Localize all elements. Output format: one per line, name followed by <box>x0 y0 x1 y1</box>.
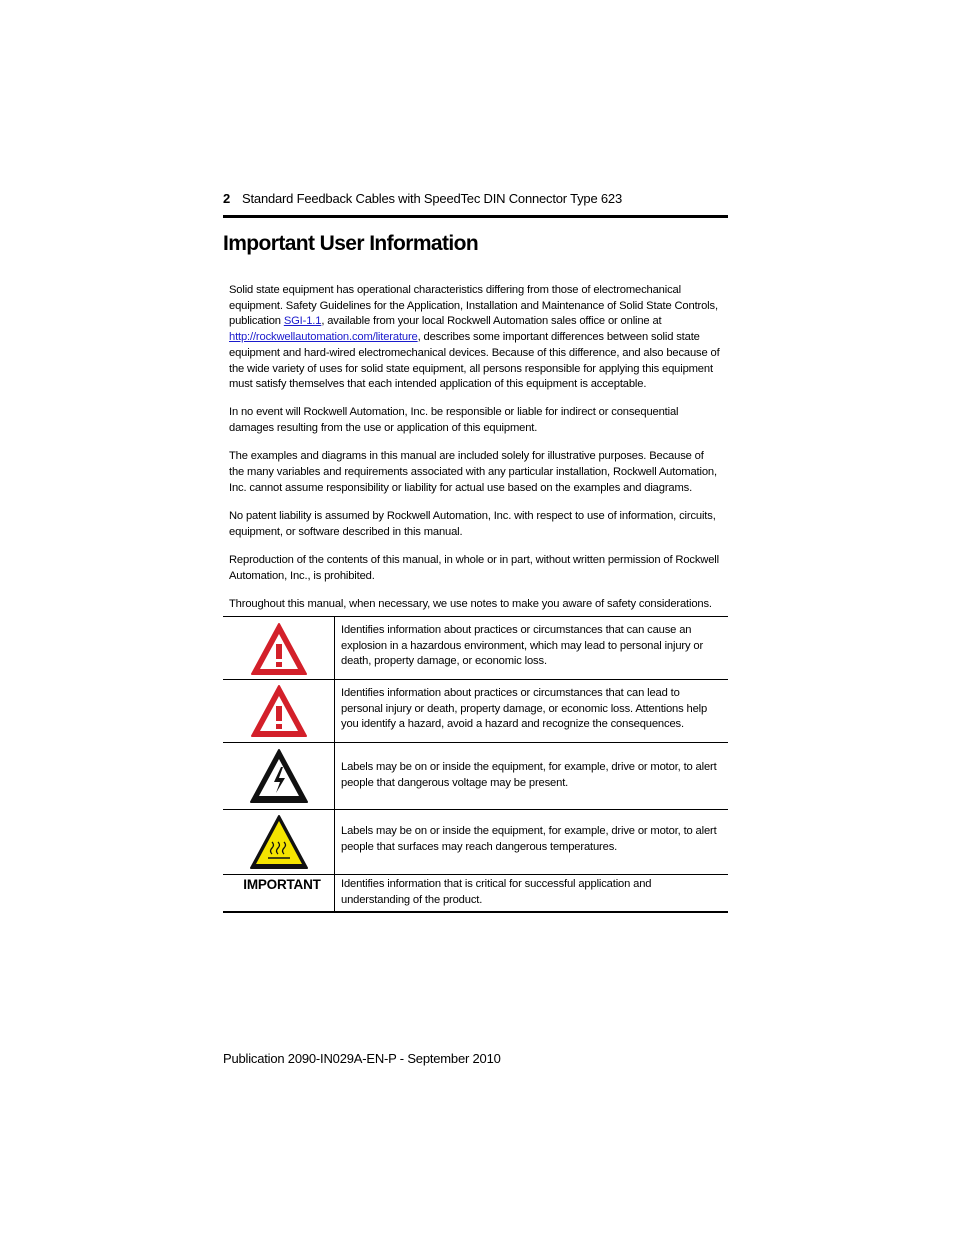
literature-link[interactable]: http://rockwellautomation.com/literature <box>229 331 418 344</box>
note-text-shock-hazard <box>335 743 729 810</box>
note-text-warning: Identifies information about practices or circumstances that can cause an explosion in a hazardous environment, which may lead to personal injury or death, property damage, or economic loss. <box>335 617 729 680</box>
body-text <box>229 283 721 625</box>
note-row-warning <box>223 617 728 680</box>
paragraph-6: Throughout this manual, when necessary, we use notes to make you aware of safety considerations. <box>229 597 712 610</box>
burn-hazard-icon <box>249 814 309 870</box>
paragraph-1-text-a: Solid state equipment has operational characteristics differing from those of electromechanical equipment. Safety Guidelines for the Application, Installation and Maintenance of Solid State Controls, publication <box>229 284 718 328</box>
sgi-link[interactable]: SGI-1.1 <box>283 315 322 328</box>
attention-icon <box>250 684 308 738</box>
note-text-attention: Identifies information about practices or circumstances that can lead to personal injury or death, property damage, or economic loss. Attentions help you identify a hazard, avoid a hazard and recognize the consequences. <box>335 680 729 743</box>
note-row-important <box>223 875 728 912</box>
note-symbol-cell <box>223 810 335 875</box>
warning-icon <box>250 622 308 676</box>
shock-hazard-icon <box>249 748 309 804</box>
paragraph-1 <box>229 283 721 393</box>
note-text-important: Identifies information that is critical for successful application and understanding of the product. <box>335 875 729 912</box>
paragraph-1-text-b: , available from your local Rockwell Automation sales office or online at <box>321 315 662 328</box>
note-symbol-cell <box>223 743 335 810</box>
shock-hazard-text: Labels may be on or inside the equipment, for example, drive or motor, to alert people that dangerous voltage may be present. <box>341 761 717 789</box>
note-row-shock-hazard <box>223 743 728 810</box>
note-row-attention <box>223 680 728 743</box>
page-number: 2 <box>223 191 231 206</box>
note-text-burn-hazard: Labels may be on or inside the equipment, for example, drive or motor, to alert people that surfaces may reach dangerous temperatures. <box>335 810 729 875</box>
paragraph-2: In no event will Rockwell Automation, Inc. be responsible or liable for indirect or consequential damages resulting from the use or application of this equipment. <box>229 406 679 435</box>
important-label: IMPORTANT <box>223 875 335 912</box>
note-symbol-cell <box>223 617 335 680</box>
paragraph-4: No patent liability is assumed by Rockwell Automation, Inc. with respect to use of information, circuits, equipment, or software described in this manual. <box>229 509 716 538</box>
page-header <box>223 191 728 218</box>
publication-footer: Publication 2090-IN029A-EN-P - September 2010 <box>223 1051 501 1066</box>
note-symbol-cell <box>223 680 335 743</box>
page-title: Important User Information <box>223 232 479 255</box>
paragraph-3: The examples and diagrams in this manual are included solely for illustrative purposes. Because of the many variables and requirements associated with any particular installation, Rockwell Automation, Inc. cannot assume responsibility or liability for actual use based on the examples and diagrams. <box>229 450 717 494</box>
running-title: Standard Feedback Cables with SpeedTec DIN Connector Type 623 <box>242 191 622 206</box>
safety-notes-table <box>223 616 728 913</box>
paragraph-5: Reproduction of the contents of this manual, in whole or in part, without written permission of Rockwell Automation, Inc., is prohibited. <box>229 553 719 582</box>
paragraph-1-text-c: , describes some important differences between solid state equipment and hard-wired electromechanical devices. Because of this difference, and also because of the wide variety of uses for solid state equipment, all persons responsible for applying this equipment must satisfy themselves that each intended application of this equipment is acceptable. <box>229 331 720 391</box>
note-row-burn-hazard <box>223 810 728 875</box>
